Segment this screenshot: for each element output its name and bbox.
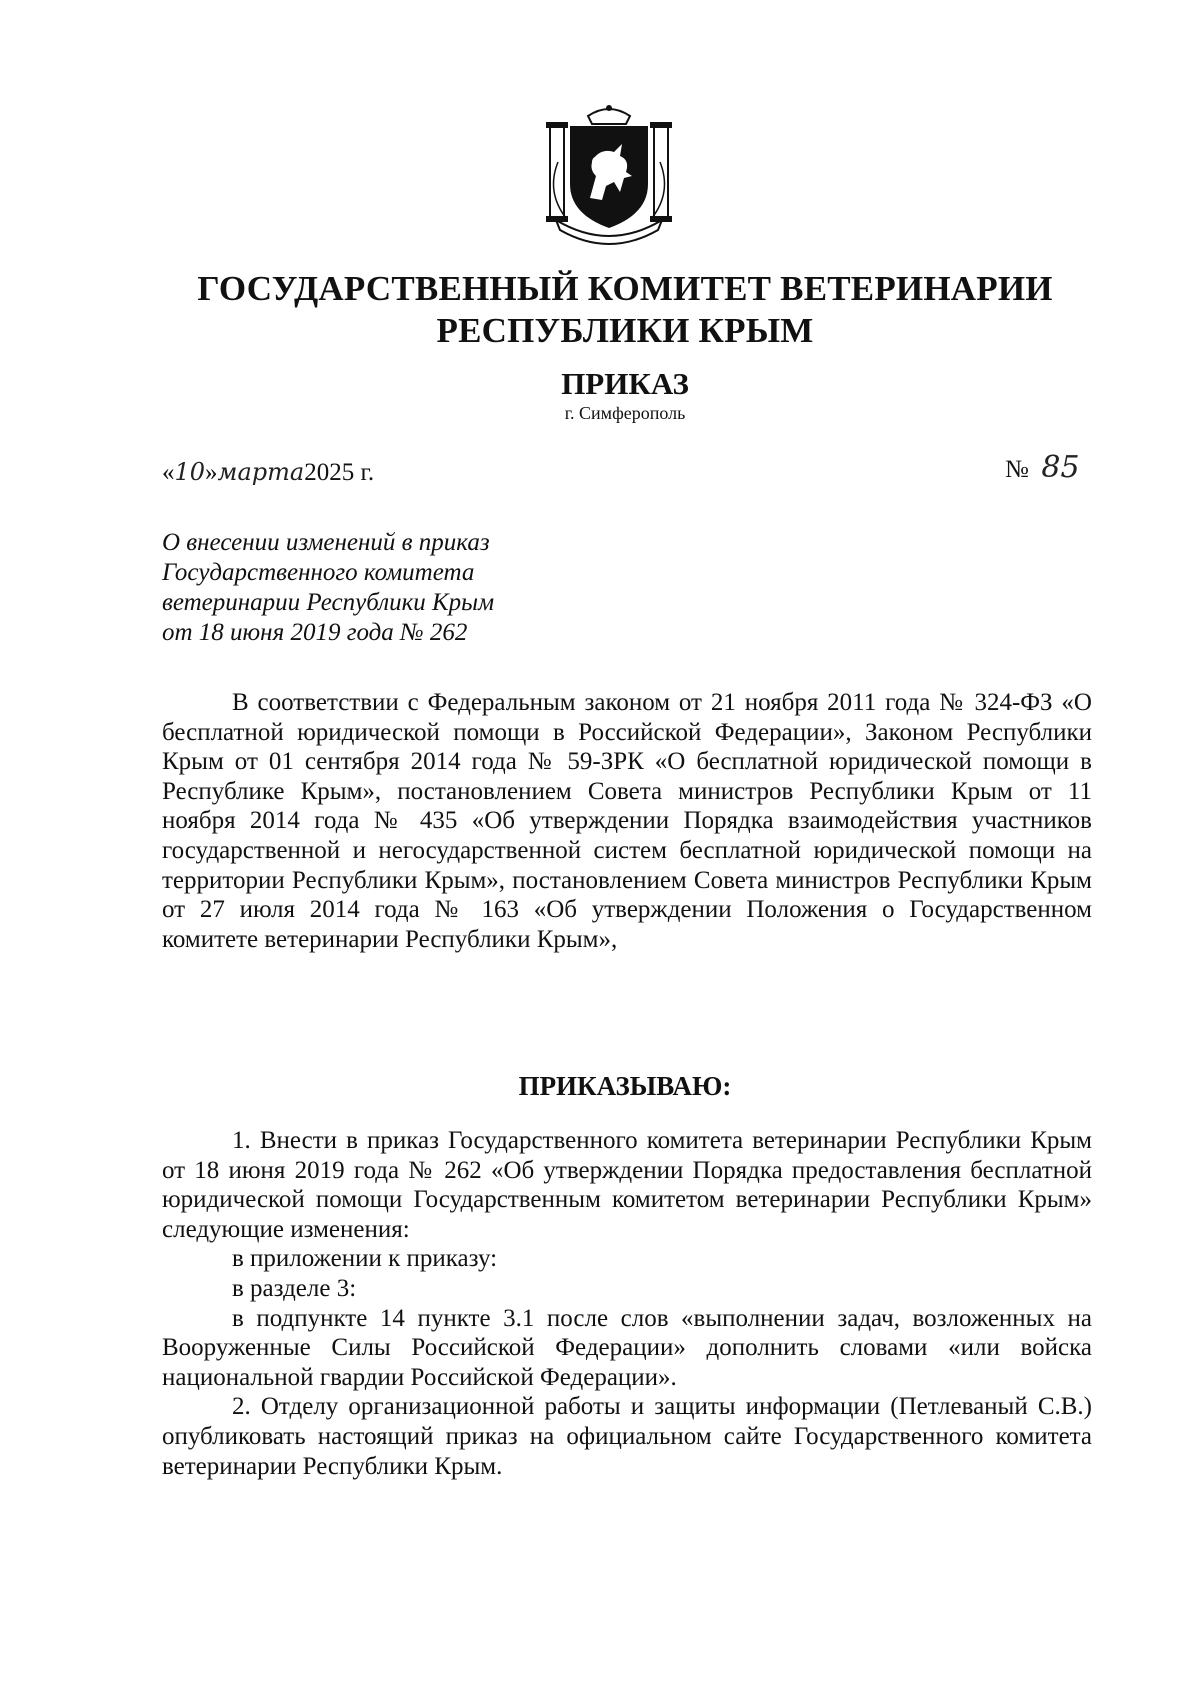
organization-name <box>150 268 1100 352</box>
order-items <box>162 1126 1092 1481</box>
date-year: 2025 г. <box>304 459 375 486</box>
item-2: 2. Отделу организационной работы и защиты информации (Петлеваный С.В.) опубликовать настоящий приказ на официальном сайте Государственного комитета ветеринарии Республики Крым. <box>162 1393 1092 1480</box>
date-close-quote: » <box>205 459 218 486</box>
subject-line-1: О внесении изменений в приказ <box>162 529 490 556</box>
preamble-text: В соответствии с Федеральным законом от 21 ноября 2011 года № 324-ФЗ «О бесплатной юридической помощи в Российской Федерации», Законом Республики Крым от 01 сентября 2014 года № 59-ЗРК «О бесплатной юридической помощи в Республике Крым», постановлением Совета министров Республики Крым от 11 ноября 2014 года № 435 «Об утверждении Порядка взаимодействия участников государственной и негосударственной систем бесплатной юридической помощи на территории Республики Крым», постановлением Совета министров Республики Крым от 27 июля 2014 года № 163 «Об утверждении Положения о Государственном комитете ветеринарии Республики Крым», <box>162 689 1092 953</box>
organization-name-line-1: ГОСУДАРСТВЕННЫЙ КОМИТЕТ ВЕТЕРИНАРИИ <box>197 269 1053 308</box>
subject-line-2: Государственного комитета <box>162 559 475 586</box>
date-day: 10 <box>174 458 206 486</box>
item-1-c: в подпункте 14 пункте 3.1 после слов «выполнении задач, возложенных на Вооруженные Силы Российской Федерации» дополнить словами «или войска национальной гвардии Российской Федерации». <box>162 1304 1092 1391</box>
order-subject <box>162 528 582 648</box>
subject-line-4: от 18 июня 2019 года № 262 <box>162 619 468 646</box>
item-1-b: в разделе 3: <box>232 1274 357 1302</box>
order-date <box>162 456 374 489</box>
preamble <box>162 688 1092 954</box>
number-label: № <box>1005 456 1029 483</box>
item-1: 1. Внести в приказ Государственного комитета ветеринарии Республики Крым от 18 июня 2019 года № 262 «Об утверждении Порядка предоставления бесплатной юридической помощи Государственным комитетом ветеринарии Республики Крым» следующие изменения: <box>162 1127 1092 1243</box>
date-month: марта <box>217 458 305 486</box>
document-type: ПРИКАЗ <box>561 366 689 401</box>
number-value: 85 <box>1041 450 1080 485</box>
order-number <box>1005 452 1080 486</box>
decree-heading: ПРИКАЗЫВАЮ: <box>518 1071 732 1101</box>
date-open-quote: « <box>162 459 175 486</box>
organization-name-line-2: РЕСПУБЛИКИ КРЫМ <box>436 311 814 350</box>
subject-line-3: ветеринарии Республики Крым <box>162 589 495 616</box>
city: г. Симферополь <box>564 403 686 423</box>
coat-of-arms-icon <box>536 102 682 248</box>
item-1-a: в приложении к приказу: <box>232 1245 498 1273</box>
